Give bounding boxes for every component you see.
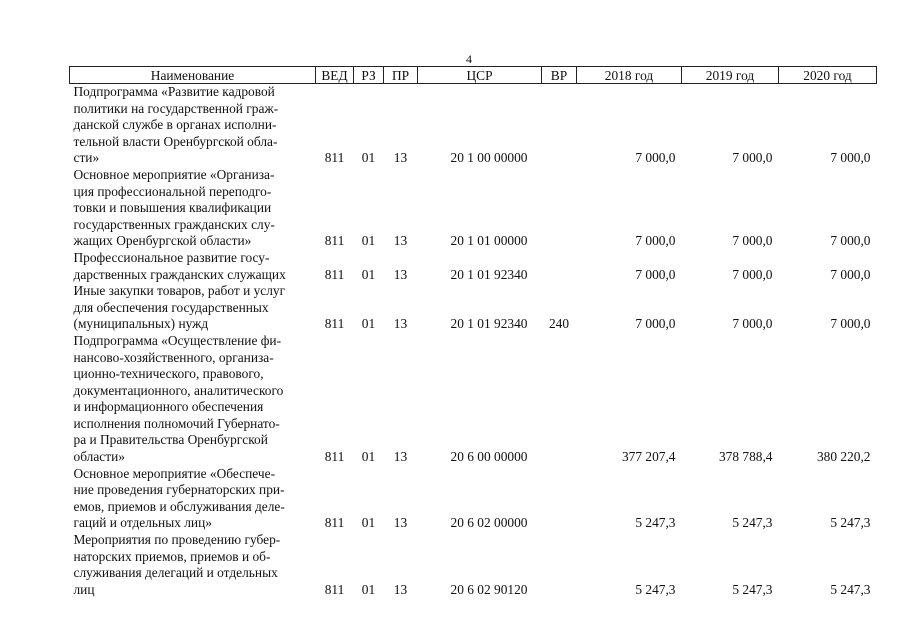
name-cell (70, 466, 316, 532)
rz-cell: 01 (361, 581, 376, 597)
amount-2020-cell: 7 000,0 (830, 266, 871, 282)
name-cell (70, 283, 316, 333)
csr-cell: 20 1 01 92340 (450, 316, 528, 332)
table-row (70, 333, 877, 466)
vr-cell (542, 167, 577, 250)
amount-2018-cell: 7 000,0 (635, 266, 676, 282)
name-line: области» (73, 449, 125, 465)
amount-2018-cell: 5 247,3 (635, 581, 676, 597)
ved-cell: 811 (324, 515, 345, 531)
amount-2020-cell: 7 000,0 (830, 316, 871, 332)
ved-cell: 811 (324, 233, 345, 249)
header-2019: 2019 год (682, 67, 779, 84)
name-line: емов, приемов и обслуживания деле- (73, 498, 285, 514)
rz-cell: 01 (361, 266, 376, 282)
rz-cell: 01 (361, 515, 376, 531)
name-line: ционно-технического, правового, (73, 366, 264, 382)
name-line: гаций и отдельных лиц» (73, 515, 212, 531)
name-line: наторских приемов, приемов и об- (73, 548, 271, 564)
csr-cell: 20 6 02 00000 (450, 515, 528, 531)
name-line: политики на государственной граж- (73, 100, 279, 116)
header-name: Наименование (70, 67, 316, 84)
amount-2019-cell: 7 000,0 (732, 266, 773, 282)
name-cell (70, 250, 316, 283)
rz-cell: 01 (361, 233, 376, 249)
name-line: и информационного обеспечения (73, 399, 264, 415)
amount-2019-cell: 7 000,0 (732, 316, 773, 332)
name-line: ние проведения губернаторских при- (73, 482, 285, 498)
ved-cell: 811 (324, 150, 345, 166)
header-vr: ВР (542, 67, 577, 84)
amount-2020-cell: 7 000,0 (830, 233, 871, 249)
rz-cell: 01 (361, 316, 376, 332)
name-line: документационного, аналитического (73, 382, 284, 398)
pr-cell: 13 (393, 233, 408, 249)
ved-cell: 811 (324, 266, 345, 282)
amount-2020-cell: 380 220,2 (816, 449, 871, 465)
pr-cell: 13 (393, 449, 408, 465)
csr-cell: 20 6 02 90120 (450, 581, 528, 597)
name-line: Мероприятия по проведению губер- (73, 532, 281, 548)
table-header-row (70, 67, 877, 84)
ved-cell: 811 (324, 449, 345, 465)
vr-cell (542, 532, 577, 598)
name-line: Основное мероприятие «Обеспече- (73, 465, 276, 481)
csr-cell: 20 6 00 00000 (450, 449, 528, 465)
csr-cell: 20 1 01 00000 (450, 233, 528, 249)
amount-2020-cell: 5 247,3 (830, 581, 871, 597)
amount-2018-cell: 377 207,4 (621, 449, 676, 465)
rz-cell: 01 (361, 150, 376, 166)
page-number: 4 (466, 52, 472, 66)
amount-2018-cell: 7 000,0 (635, 316, 676, 332)
name-line: сти» (73, 150, 100, 166)
name-line: исполнения полномочий Губернато- (73, 415, 280, 431)
amount-2019-cell: 7 000,0 (732, 233, 773, 249)
header-pr: ПР (384, 67, 418, 84)
pr-cell: 13 (393, 515, 408, 531)
rz-cell: 01 (361, 449, 376, 465)
name-line: тельной власти Оренбургской обла- (73, 133, 278, 149)
vr-cell (542, 466, 577, 532)
name-line: Иные закупки товаров, работ и услуг (73, 283, 286, 299)
header-csr: ЦСР (418, 67, 542, 84)
name-line: ция профессиональной переподго- (73, 183, 272, 199)
table-row (70, 283, 877, 333)
vr-cell (542, 250, 577, 283)
header-2020: 2020 год (779, 67, 877, 84)
name-cell (70, 84, 316, 167)
table-row (70, 84, 877, 167)
name-line: Подпрограмма «Развитие кадровой (73, 84, 275, 99)
name-line: государственных гражданских слу- (73, 216, 275, 232)
header-rz: РЗ (354, 67, 384, 84)
name-line: дарственных гражданских служащих (73, 266, 286, 282)
name-line: (муниципальных) нужд (73, 316, 209, 332)
vr-cell (542, 84, 577, 167)
table-row (70, 167, 877, 250)
table-row (70, 532, 877, 598)
name-line: для обеспечения государственных (73, 299, 269, 315)
name-cell (70, 333, 316, 466)
name-line: Основное мероприятие «Организа- (73, 166, 275, 182)
amount-2020-cell: 7 000,0 (830, 150, 871, 166)
csr-cell: 20 1 00 00000 (450, 150, 528, 166)
csr-cell: 20 1 01 92340 (450, 266, 528, 282)
name-cell (70, 167, 316, 250)
ved-cell: 811 (324, 581, 345, 597)
amount-2018-cell: 7 000,0 (635, 233, 676, 249)
pr-cell: 13 (393, 150, 408, 166)
name-line: ра и Правительства Оренбургской (73, 432, 268, 448)
amount-2019-cell: 378 788,4 (718, 449, 773, 465)
table-row (70, 466, 877, 532)
header-2018: 2018 год (577, 67, 682, 84)
name-line: товки и повышения квалификации (73, 200, 272, 216)
amount-2019-cell: 7 000,0 (732, 150, 773, 166)
name-line: лиц (73, 581, 95, 597)
amount-2019-cell: 5 247,3 (732, 581, 773, 597)
vr-cell (542, 333, 577, 466)
name-line: данской службе в органах исполни- (73, 117, 277, 133)
ved-cell: 811 (324, 316, 345, 332)
amount-2018-cell: 7 000,0 (635, 150, 676, 166)
name-line: служивания делегаций и отдельных (73, 565, 278, 581)
table-row (70, 250, 877, 283)
header-ved: ВЕД (316, 67, 354, 84)
name-line: нансово-хозяйственного, организа- (73, 349, 274, 365)
pr-cell: 13 (393, 316, 408, 332)
name-line: жащих Оренбургской области» (73, 233, 252, 249)
pr-cell: 13 (393, 266, 408, 282)
name-line: Подпрограмма «Осуществление фи- (73, 332, 282, 348)
name-line: Профессиональное развитие госу- (73, 249, 270, 265)
amount-2019-cell: 5 247,3 (732, 515, 773, 531)
name-cell (70, 532, 316, 598)
amount-2018-cell: 5 247,3 (635, 515, 676, 531)
pr-cell: 13 (393, 581, 408, 597)
amount-2020-cell: 5 247,3 (830, 515, 871, 531)
vr-cell: 240 (548, 316, 570, 332)
budget-table (69, 66, 877, 598)
table-body (70, 84, 877, 599)
